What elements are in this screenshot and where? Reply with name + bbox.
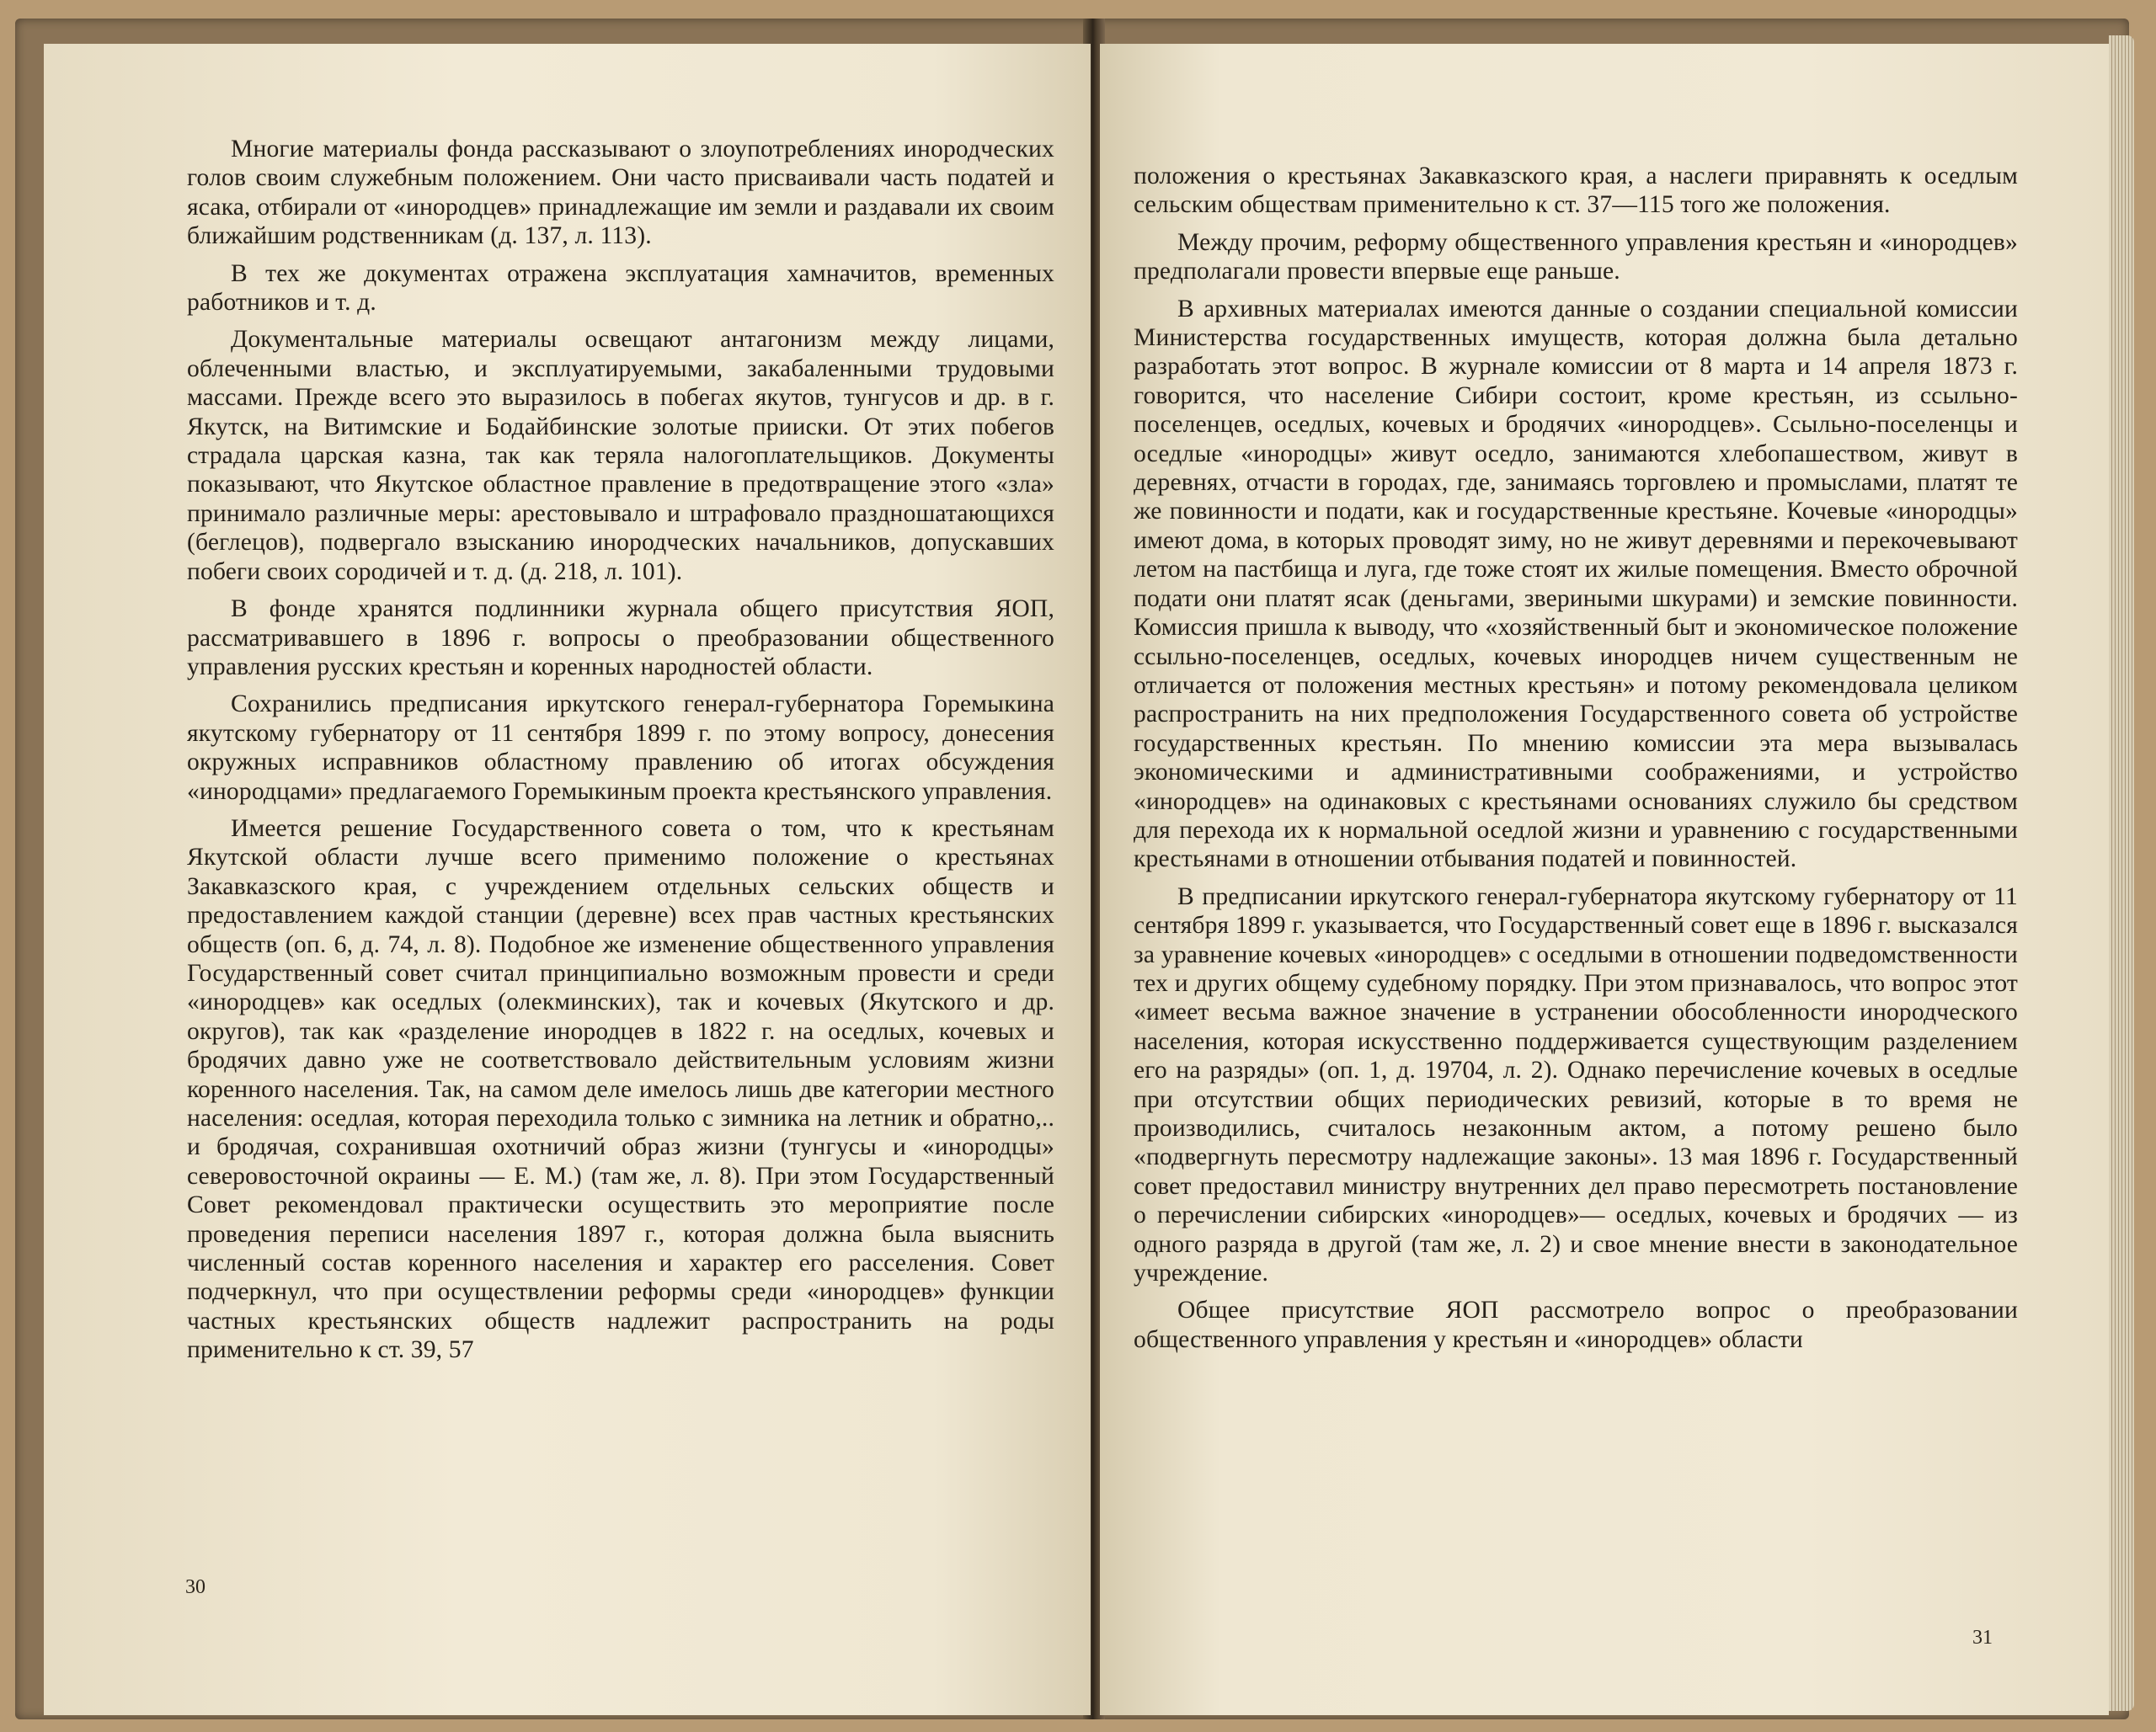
page-number: 30	[185, 1576, 205, 1598]
paragraph: Между прочим, реформу общественного управления крестьян и «инородцев» предполагали провести впервые еще раньше.	[1134, 228, 2018, 285]
paragraph: Общее присутствие ЯОП рассмотрело вопрос о преобразовании общественного управления у крестьян и «инородцев» области	[1134, 1297, 2018, 1353]
paragraph: Многие материалы фонда рассказывают о злоупотреблениях инородческих голов своим служебным положением. Они часто присваивали часть податей и ясака, отбирали от «инородцев» принадлежащие им земли и раздавали их своим ближайшим родственникам (д. 137, л. 113).	[187, 136, 1054, 250]
book-spread	[15, 19, 2129, 1719]
page-edges	[2109, 35, 2134, 1711]
right-page-text	[1134, 162, 2018, 1362]
paragraph: положения о крестьянах Закавказского края, а наслеги приравнять к оседлым сельским обществам применительно к ст. 37—115 того же положения.	[1134, 163, 2018, 219]
paragraph: В предписании иркутского генерал-губернатора якутскому губернатору от 11 сентября 1899 г. указывается, что Государственный совет еще в 1896 г. высказался за уравнение кочевых «инородцев» с оседлыми в отношении подведомственности тех и других общему судебному порядку. При этом признавалось, что вопрос этот «имеет весьма важное значение в устранении обособленности инородческого населения, которая искусственно поддерживается существующим разделением его на разряды» (оп. 1, д. 19704, л. 2). Однако перечисление кочевых в оседлые при отсутствии общих периодических ревизий, которые в то время не производились, считалось незаконным актом, а потому решено было «подвергнуть пересмотру надлежащие законы». 13 мая 1896 г. Государственный совет предоставил министру внутренних дел право пересмотреть постановление о перечислении сибирских «инородцев»— оседлых, кочевых и бродячих — из одного разряда в другой (там же, л. 2) и свое мнение внести в законодательное учреждение.	[1134, 882, 2018, 1287]
right-page	[1100, 44, 2109, 1715]
paragraph: В тех же документах отражена эксплуатация хамначитов, временных работников и т. д.	[187, 259, 1054, 317]
paragraph: В фонде хранятся подлинники журнала общего присутствия ЯОП, рассматривавшего в 1896 г. вопросы о преобразовании общественного управления русских крестьян и коренных народностей области.	[187, 595, 1054, 680]
paragraph: Документальные материалы освещают антагонизм между лицами, облеченными властью, и эксплуатируемыми, закабаленными трудовыми массами. Прежде всего это выразилось в побегах якутов, тунгусов и др. в г. Якутск, на Витимские и Бодайбинские золотые прииски. От этих побегов страдала царская казна, так как теряла налогоплательщиков. Документы показывают, что Якутское областное правление в предотвращение этого «зла» принимало различные меры: арестовывало и штрафовало праздношатающихся (беглецов), подвергало взысканию инородческих начальников, допускавших побеги своих сородичей и т. д. (д. 218, л. 101).	[187, 326, 1054, 585]
paragraph: В архивных материалах имеются данные о создании специальной комиссии Министерства государственных имуществ, которая должна была детально разработать этот вопрос. В журнале комиссии от 8 марта и 14 апреля 1873 г. говорится, что население Сибири состоит, кроме крестьян, из ссыльно-поселенцев, оседлых, кочевых и бродячих «инородцев». Ссыльно-поселенцы и оседлые «инородцы» живут оседло, занимаются хлебопашеством, живут в деревнях, отчасти в городах, где, занимаясь торговлею и промыслами, платят те же повинности и подати, как и государственные крестьяне. Кочевые «инородцы» имеют дома, в которых проводят зиму, но не живут деревнями и перекочевывают летом на пастбища и луга, где тоже стоят их жилые помещения. Вместо оброчной подати они платят ясак (деньгами, звериными шкурами) и земские повинности. Комиссия пришла к выводу, что «хозяйственный быт и экономическое положение ссыльно-поселенцев, оседлых, кочевых инородцев ничем существенным не отличается от положения местных крестьян» и потому рекомендовала целиком распространить на них предположения Государственного совета об устройстве государственных крестьян. По мнению комиссии эта мера вызывалась экономическими и административными соображениями, и устройство «инородцев» на одинаковых с крестьянами основаниях служило бы средством для перехода их к нормальной оседлой жизни и уравнению с государственными крестьянами в отношении отбывания податей и повинностей.	[1134, 295, 2018, 873]
left-page-text	[187, 135, 1054, 1373]
page-number: 31	[1972, 1627, 1993, 1649]
paragraph: Сохранились предписания иркутского генерал-губернатора Горемыкина якутскому губернатору от 11 сентября 1899 г. по этому вопросу, донесения окружных исправников областному правлению об итогах обсуждения «инородцами» предлагаемого Горемыкиным проекта крестьянского управления.	[187, 690, 1054, 805]
left-page	[44, 44, 1091, 1715]
paragraph: Имеется решение Государственного совета о том, что к крестьянам Якутской области лучше всего применимо положение о крестьянах Закавказского края, с учреждением отдельных сельских обществ и предоставлением каждой станции (деревне) всех прав частных крестьянских обществ (оп. 6, д. 74, л. 8). Подобное же изменение общественного управления Государственный совет считал принципиально возможным провести и среди «инородцев» как оседлых (олекминских), так и кочевых (Якутского и др. округов), так как «разделение инородцев в 1822 г. на оседлых, кочевых и бродячих давно уже не соответствовало действительным условиям жизни коренного населения. Так, на самом деле имелось лишь две категории местного населения: оседлая, которая переходила только с зимника на летник и обратно,.. и бродячая, сохранившая охотничий образ жизни (тунгусы и «инородцы» северовосточной окраины — Е. М.) (там же, л. 8). При этом Государственный Совет рекомендовал практически осуществить это мероприятие после проведения переписи населения 1897 г., которая должна была выяснить численный состав коренного населения и характер его расселения. Совет подчеркнул, что при осуществлении реформы среди «инородцев» функции частных крестьянских обществ надлежит распространить на роды применительно к ст. 39, 57	[187, 814, 1054, 1364]
